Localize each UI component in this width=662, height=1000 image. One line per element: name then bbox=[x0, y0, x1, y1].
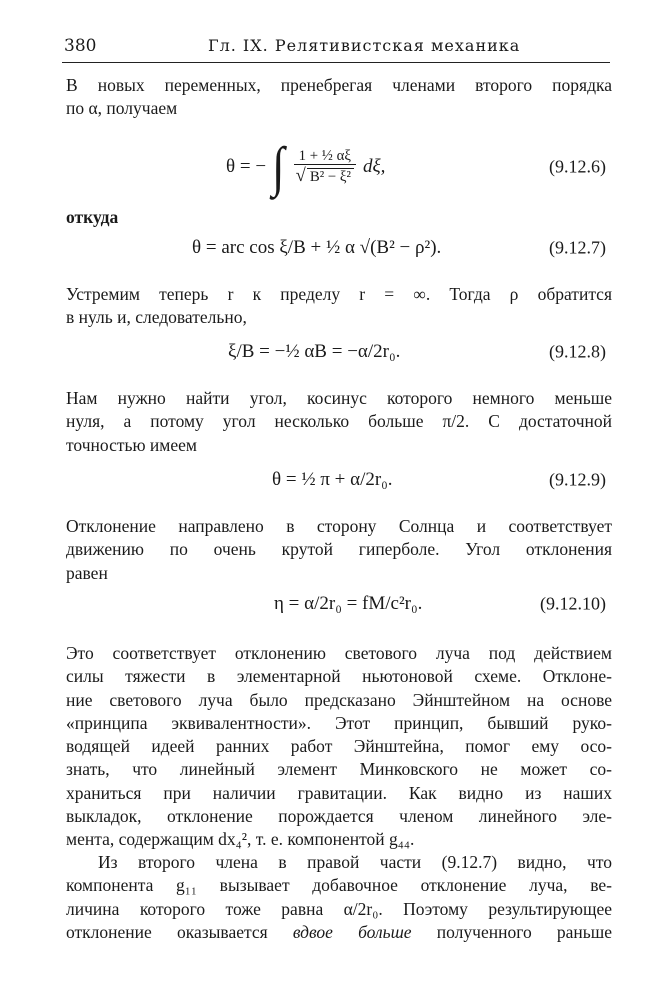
text-line: нуля, а потому угол несколько больше π/2. С достаточной bbox=[66, 411, 612, 432]
paragraph-1 bbox=[66, 74, 612, 121]
text-line: ние светового луча было предсказано Эйнштейном на основе bbox=[66, 689, 612, 710]
text-line: личина которого тоже равна α/2r₀. Поэтому результирующее bbox=[66, 898, 612, 919]
page-number: 380 bbox=[64, 36, 97, 56]
equation-number: (9.12.7) bbox=[549, 237, 606, 258]
text-line: движению по очень крутой гиперболе. Угол отклонения bbox=[66, 539, 612, 560]
paragraph-6 bbox=[66, 642, 612, 852]
text-line: Из второго члена в правой части (9.12.7) видно, что bbox=[98, 852, 612, 872]
text-line: водящей идеей ранних работ Эйнштейна, помог ему осо- bbox=[66, 736, 612, 757]
equation-number: (9.12.8) bbox=[549, 341, 606, 362]
equation-9-12-9 bbox=[66, 450, 612, 510]
text-line: откуда bbox=[66, 207, 119, 227]
eq-denominator: √ B² − ξ² bbox=[294, 164, 356, 186]
equation-9-12-8 bbox=[66, 322, 612, 382]
text-line: выкладок, отклонение порождается членом линейного эле- bbox=[66, 806, 612, 827]
text-line: В новых переменных, пренебрегая членами второго порядка bbox=[66, 75, 612, 95]
text-line: Это соответствует отклонению светового луча под действием bbox=[66, 643, 612, 663]
equation-9-12-6 bbox=[66, 128, 612, 206]
emphasis-text: вдвое больше bbox=[292, 921, 412, 942]
eq-body: θ = arc cos ξ/B + ½ α √(B² − ρ²). bbox=[192, 237, 442, 258]
eq-fraction bbox=[294, 148, 356, 187]
text-line: знать, что линейный элемент Минковского не может со- bbox=[66, 759, 612, 780]
paragraph-4 bbox=[66, 387, 612, 457]
equation-9-12-7 bbox=[66, 218, 612, 278]
text-line: Нам нужно найти угол, косинус которого немного меньше bbox=[66, 388, 612, 408]
eq-lhs: θ = − bbox=[226, 156, 267, 177]
text-line: отклонение оказывается вдвое больше полученного раньше bbox=[66, 921, 613, 942]
text-line: точностью имеем bbox=[66, 434, 197, 455]
equation-number: (9.12.9) bbox=[549, 469, 606, 490]
eq-body: θ = ½ π + α/2r₀. bbox=[272, 469, 393, 490]
equation-9-12-10 bbox=[66, 574, 612, 634]
eq-body: η = α/2r₀ = fM/c²r₀. bbox=[274, 593, 423, 614]
eq-numerator: 1 + ½ αξ bbox=[298, 147, 351, 164]
text-line: компонента g₁₁ вызывает добавочное отклонение луча, ве- bbox=[66, 875, 612, 896]
paragraph-7 bbox=[66, 851, 612, 944]
text-line: в нуль и, следовательно, bbox=[66, 307, 247, 328]
running-title: Гл. IX. Релятивистская механика bbox=[208, 36, 521, 55]
integral-sign: ∫ bbox=[272, 135, 285, 197]
text-line: по α, получаем bbox=[66, 98, 178, 119]
header-rule bbox=[62, 62, 610, 63]
text-line: храниться при наличии гравитации. Как видно из наших bbox=[66, 782, 612, 803]
text-line: мента, содержащим dx₄², т. е. компонентой g₄₄. bbox=[66, 829, 415, 850]
eq-differential: dξ, bbox=[362, 156, 386, 177]
text-line: Отклонение направлено в сторону Солнца и соответствует bbox=[66, 516, 612, 536]
text-line: силы тяжести в элементарной ньютоновой схеме. Отклоне- bbox=[66, 666, 612, 687]
equation-number: (9.12.10) bbox=[540, 593, 606, 614]
text-line: «принципа эквивалентности». Этот принцип, бывший руко- bbox=[66, 712, 612, 733]
text-line: равен bbox=[66, 562, 108, 583]
text-line: Устремим теперь r к пределу r = ∞. Тогда ρ обратится bbox=[66, 284, 612, 304]
eq-body: ξ/B = −½ αB = −α/2r₀. bbox=[228, 341, 401, 362]
equation-number: (9.12.6) bbox=[549, 156, 606, 177]
